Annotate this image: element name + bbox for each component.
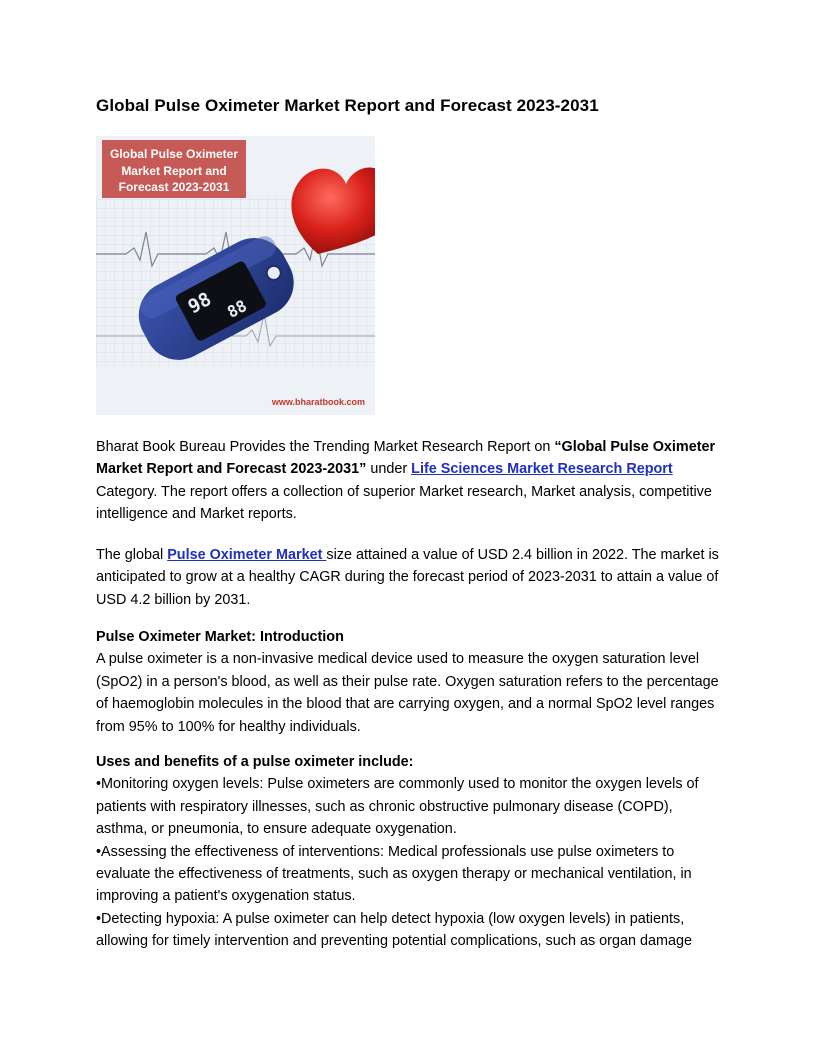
uses-section (96, 751, 722, 953)
svg-text:88: 88 (223, 295, 250, 322)
uses-item: •Detecting hypoxia: A pulse oximeter can help detect hypoxia (low oxygen levels) in patients, allowing for timely intervention and preventing potential complications, such as organ damage (96, 910, 692, 950)
intro-text-3: Category. The report offers a collection of superior Market research, Market analysis, competitive intelligence and Market reports. (96, 483, 712, 523)
uses-item: •Assessing the effectiveness of interventions: Medical professionals use pulse oximeters to evaluate the effectiveness of treatments, such as oxygen therapy or mechanical ventilation, in improving a patient's oxygenation status. (96, 843, 692, 905)
introduction-heading: Pulse Oximeter Market: Introduction (96, 629, 344, 645)
report-cover-image (96, 136, 375, 415)
life-sciences-link[interactable]: Life Sciences Market Research Report (411, 461, 673, 478)
intro-paragraph (96, 436, 722, 526)
document-title: Global Pulse Oximeter Market Report and Forecast 2023-2031 (96, 96, 599, 115)
introduction-body: A pulse oximeter is a non-invasive medical device used to measure the oxygen saturation level (SpO2) in a person's blood, as well as their pulse rate. Oxygen saturation refers to the percentage of haemoglobin molecules in the blood that are carrying oxygen, and a normal SpO2 level ranges from 95% to 100% for healthy individuals. (96, 651, 719, 735)
market-text-1: The global (96, 547, 168, 563)
market-size-paragraph (96, 544, 722, 611)
cover-caption: Global Pulse Oximeter Market Report and Forecast 2023-2031 (102, 140, 246, 198)
cover-url: www.bharatbook.com (271, 397, 365, 407)
intro-text-1: Bharat Book Bureau Provides the Trending Market Research Report on (96, 439, 555, 455)
introduction-section (96, 626, 722, 738)
market-text-2: size attained a value of USD 2.4 billion in 2022. The market is anticipated to grow at a healthy CAGR during the forecast period of 2023-2031 to attain a value of USD 4.2 billion by 2031. (96, 547, 719, 608)
intro-report-title: “Global Pulse Oximeter Market Report and Forecast 2023-2031” (96, 439, 716, 478)
intro-text-2: under (366, 461, 412, 478)
uses-heading: Uses and benefits of a pulse oximeter include: (96, 754, 414, 770)
pulse-oximeter-market-link[interactable]: Pulse Oximeter Market (167, 547, 327, 563)
uses-item: •Monitoring oxygen levels: Pulse oximeters are commonly used to monitor the oxygen levels of patients with respiratory illnesses, such as chronic obstructive pulmonary disease (COPD), asthma, or pneumonia, to ensure adequate oxygenation. (96, 776, 699, 838)
svg-text:98: 98 (184, 288, 216, 319)
